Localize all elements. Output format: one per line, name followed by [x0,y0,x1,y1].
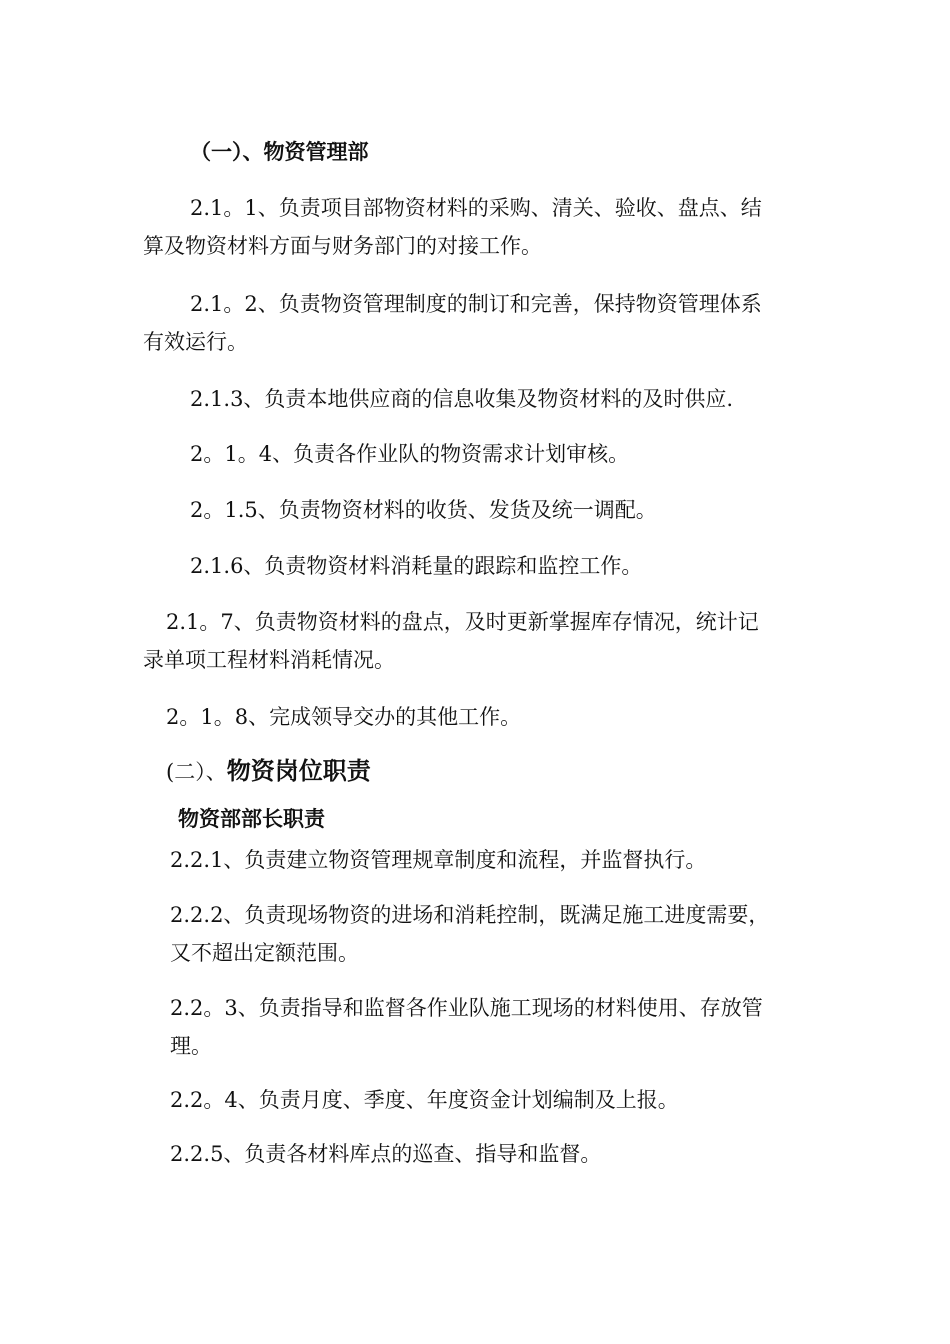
section2-item-3-line2: 理。 [170,1034,212,1058]
section2-subheading: 物资部部长职责 [178,806,325,831]
section1-item-8: 2。1。8、完成领导交办的其他工作。 [166,705,522,729]
section1-item-4: 2。1。4、负责各作业队的物资需求计划审核。 [190,442,630,466]
section1-item-1-line2: 算及物资材料方面与财务部门的对接工作。 [143,234,542,258]
section1-item-2-line1: 2.1。2、负责物资管理制度的制订和完善，保持物资管理体系 [190,292,762,316]
section2-item-2-line1: 2.2.2、负责现场物资的进场和消耗控制，既满足施工进度需要， [170,903,770,927]
section2-heading [166,757,371,786]
section2-item-1: 2.2.1、负责建立物资管理规章制度和流程，并监督执行。 [170,848,707,872]
section1-item-7-line1: 2.1。7、负责物资材料的盘点，及时更新掌握库存情况，统计记 [166,610,759,634]
section1-item-5: 2。1.5、负责物资材料的收货、发货及统一调配。 [190,498,657,522]
section1-item-1-line1: 2.1。1、负责项目部物资材料的采购、清关、验收、盘点、结 [190,196,762,220]
section2-item-3-line1: 2.2。3、负责指导和监督各作业队施工现场的材料使用、存放管 [170,996,763,1020]
section2-item-5: 2.2.5、负责各材料库点的巡查、指导和监督。 [170,1142,602,1166]
section1-heading: （一）、物资管理部 [190,139,369,164]
section2-heading-main: 物资岗位职责 [226,756,371,785]
section2-item-4: 2.2。4、负责月度、季度、年度资金计划编制及上报。 [170,1088,679,1112]
section2-heading-prefix: (二）、 [166,760,227,784]
section1-item-7-line2: 录单项工程材料消耗情况。 [143,648,395,672]
section1-item-2-line2: 有效运行。 [143,330,248,354]
section2-item-2-line2: 又不超出定额范围。 [170,941,359,965]
section1-item-3: 2.1.3、负责本地供应商的信息收集及物资材料的及时供应. [190,387,734,411]
section1-item-6: 2.1.6、负责物资材料消耗量的跟踪和监控工作。 [190,554,643,578]
